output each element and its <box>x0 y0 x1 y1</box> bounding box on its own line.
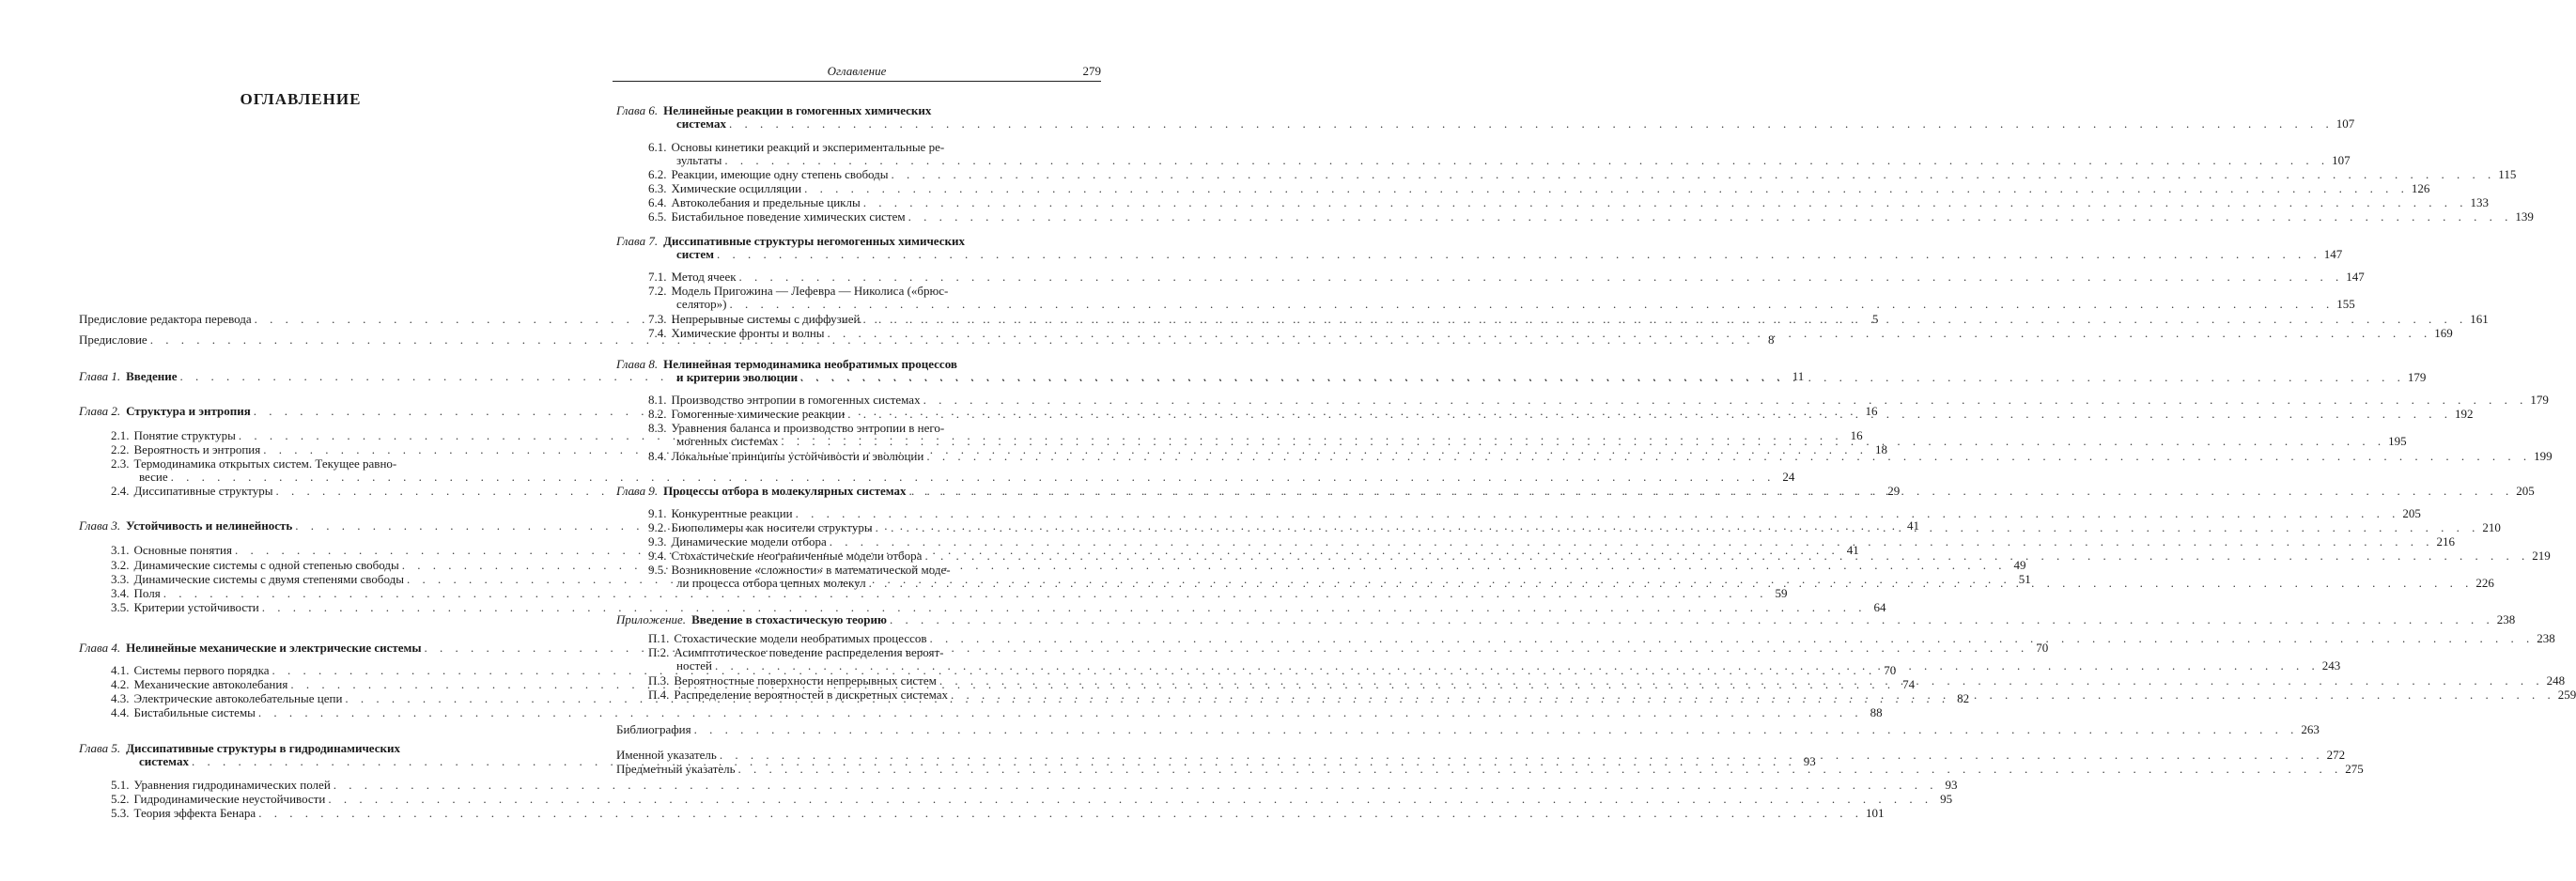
section-number: 6.5. <box>648 209 667 224</box>
toc-page-number: 238 <box>2496 612 2516 626</box>
section-title: Стохастические неограниченные модели отбора <box>671 549 923 563</box>
section-number: 4.1. <box>111 663 130 677</box>
section-title: Понятие структуры <box>133 428 236 442</box>
toc-chapter-entry <box>616 234 2343 261</box>
toc-page-number: 93 <box>1803 754 1816 768</box>
page-number: 279 <box>1082 64 1101 78</box>
section-number: 3.1. <box>111 543 130 557</box>
entry-title: Именной указатель <box>616 748 717 762</box>
section-title-cont: зультаты <box>676 153 722 167</box>
section-number: 3.5. <box>111 600 130 614</box>
section-title: Системы первого порядка <box>133 663 270 677</box>
toc-page-number: 199 <box>2534 449 2553 463</box>
toc-back-entry <box>616 722 2320 736</box>
chapter-title: Структура и энтропия <box>126 404 251 418</box>
section-title: Автоколебания и предельные циклы <box>671 195 861 209</box>
chapter-title: Диссипативные структуры негомогенных химических <box>663 234 965 248</box>
section-title: Химические осцилляции <box>671 181 802 195</box>
toc-section-entry <box>111 600 1886 614</box>
toc-page-number: 70 <box>1884 663 1897 677</box>
chapter-title: Устойчивость и нелинейность <box>126 518 293 533</box>
toc-page-number: 82 <box>1957 691 1970 705</box>
chapter-label: Глава 6. <box>616 103 659 117</box>
toc-page-number: 5 <box>1871 312 1879 326</box>
chapter-label: Глава 7. <box>616 234 659 248</box>
toc-page-number: 169 <box>2434 326 2453 340</box>
toc-page-number: 8 <box>1767 332 1775 347</box>
section-title: Бистабильные системы <box>133 705 256 719</box>
toc-page-number: 74 <box>1902 677 1916 691</box>
section-number: 7.4. <box>648 326 667 340</box>
section-number: 8.1. <box>648 393 667 407</box>
toc-page-number: 259 <box>2557 688 2576 702</box>
toc-page-number: 93 <box>1945 778 1958 792</box>
chapter-label: Глава 5. <box>79 741 121 755</box>
toc-section-entry <box>648 140 2351 167</box>
section-number: 5.1. <box>111 778 130 792</box>
toc-section-entry <box>648 195 2489 209</box>
section-title: Модель Пригожина — Лефевра — Николиса («брюс- <box>671 284 949 298</box>
toc-page-number: 147 <box>2323 247 2343 261</box>
running-header <box>613 62 1101 82</box>
toc-page-number: 115 <box>2498 167 2517 181</box>
toc-chapter-entry <box>616 612 2516 626</box>
section-number: 9.1. <box>648 506 667 520</box>
toc-page-number: 70 <box>2036 641 2049 655</box>
chapter-label: Глава 3. <box>79 518 121 533</box>
section-title: Основные понятия <box>133 543 232 557</box>
entry-title: Предметный указатель <box>616 762 736 776</box>
section-number: 4.4. <box>111 705 130 719</box>
toc-page-number: 41 <box>1846 543 1859 557</box>
section-number: 9.2. <box>648 520 667 534</box>
chapter-title: Нелинейные реакции в гомогенных химических <box>663 103 932 117</box>
section-number: 3.4. <box>111 586 130 600</box>
section-number: 4.2. <box>111 677 130 691</box>
section-number: 4.3. <box>111 691 130 705</box>
page-title: ОГЛАВЛЕНИЕ <box>240 90 362 108</box>
chapter-title-cont: и критерии эволюции <box>676 370 799 384</box>
toc-page-number: 16 <box>1865 404 1878 418</box>
entry-title: Предисловие <box>79 332 147 347</box>
section-number: 8.4. <box>648 449 667 463</box>
toc-section-entry <box>648 326 2453 340</box>
section-number: 5.3. <box>111 806 130 820</box>
section-title: Диссипативные структуры <box>133 484 273 498</box>
section-number: 7.3. <box>648 312 667 326</box>
section-number: 8.3. <box>648 421 667 435</box>
section-number: 3.3. <box>111 572 130 586</box>
toc-section-entry <box>648 506 2421 520</box>
toc-section-entry <box>648 312 2489 326</box>
section-title: Вероятностные поверхности непрерывных систем <box>674 673 937 688</box>
section-number: 7.2. <box>648 284 667 298</box>
toc-section-entry <box>648 167 2517 181</box>
toc-page-number: 51 <box>2018 572 2031 586</box>
section-title-cont: могенных системах <box>676 434 779 448</box>
toc-section-entry <box>648 209 2534 224</box>
section-number: 3.2. <box>111 558 130 572</box>
chapter-title: Процессы отбора в молекулярных системах <box>663 484 907 498</box>
section-number: 9.5. <box>648 563 667 577</box>
section-title-cont: ли процесса отбора цепных молекул <box>676 576 866 590</box>
toc-page-number: 238 <box>2537 631 2555 645</box>
toc-page-number: 272 <box>2326 748 2346 762</box>
toc-page-number: 205 <box>2516 484 2535 498</box>
section-number: П.4. <box>648 688 670 702</box>
section-title: Возникновение «сложности» в математической моде- <box>671 563 951 577</box>
chapter-label: Глава 9. <box>616 484 659 498</box>
running-title: Оглавление <box>827 64 887 78</box>
toc-page-number: 161 <box>2470 312 2489 326</box>
toc-page-number: 95 <box>1940 792 1953 806</box>
toc-page-number: 107 <box>2335 116 2355 131</box>
toc-section-entry <box>648 534 2456 549</box>
toc-chapter-entry <box>616 103 2355 131</box>
toc-page-number: 219 <box>2532 549 2551 563</box>
section-title: Динамические системы с двумя степенями свободы <box>133 572 404 586</box>
toc-page-number: 263 <box>2301 722 2320 736</box>
toc-back-entry <box>616 762 2364 776</box>
chapter-label: Глава 1. <box>79 369 121 383</box>
toc-page-number: 179 <box>2530 393 2549 407</box>
toc-page-number: 64 <box>1873 600 1886 614</box>
section-number: 8.2. <box>648 407 667 421</box>
section-number: 7.1. <box>648 270 667 284</box>
toc-section-entry <box>648 631 2555 645</box>
toc-page-number: 88 <box>1870 705 1883 719</box>
chapter-label: Глава 4. <box>79 641 121 655</box>
section-number: 6.4. <box>648 195 667 209</box>
chapter-title: Нелинейные механические и электрические системы <box>126 641 422 655</box>
section-number: 9.4. <box>648 549 667 563</box>
section-title: Вероятность и энтропия <box>133 442 261 456</box>
section-number: П.2. <box>648 645 670 659</box>
section-title: Распределение вероятностей в дискретных системах <box>674 688 949 702</box>
section-number: 6.1. <box>648 140 667 154</box>
toc-page-number: 205 <box>2402 506 2421 520</box>
toc-section-entry <box>111 705 1883 719</box>
section-title: Метод ячеек <box>671 270 737 284</box>
section-title: Локальные принципы устойчивости и эволюции <box>671 449 924 463</box>
section-number: 5.2. <box>111 792 130 806</box>
toc-page-number: 243 <box>2321 658 2341 672</box>
toc-page-number: 226 <box>2475 576 2494 590</box>
section-title: Биополимеры как носители структуры <box>671 520 873 534</box>
chapter-label: Глава 2. <box>79 404 121 418</box>
chapter-title-cont: системах <box>139 754 189 768</box>
section-title: Конкурентные реакции <box>671 506 793 520</box>
toc-page-number: 107 <box>2332 153 2351 167</box>
chapter-title-cont: системах <box>676 116 726 131</box>
section-number: 6.2. <box>648 167 667 181</box>
chapter-label: Глава 8. <box>616 357 659 371</box>
chapter-title-cont: систем <box>676 247 715 261</box>
toc-page-number: 16 <box>1850 428 1863 442</box>
toc-page-number: 179 <box>2407 370 2427 384</box>
toc-page-number: 18 <box>1875 442 1887 456</box>
section-title-cont: весие <box>139 470 168 484</box>
chapter-title: Диссипативные структуры в гидродинамических <box>126 741 400 755</box>
section-number: 9.3. <box>648 534 667 549</box>
toc-section-entry <box>648 181 2430 195</box>
section-title-cont: селятор») <box>676 297 727 311</box>
toc-page-number: 248 <box>2546 673 2566 688</box>
toc-page-number: 275 <box>2345 762 2364 776</box>
toc-section-entry <box>111 778 1958 792</box>
toc-section-entry <box>111 792 1953 806</box>
section-title: Реакции, имеющие одну степень свободы <box>671 167 889 181</box>
section-title: Асимптотическое поведение распределения вероят- <box>674 645 944 659</box>
section-title: Гидродинамические неустойчивости <box>133 792 326 806</box>
section-number: 6.3. <box>648 181 667 195</box>
entry-title: Библиография <box>616 722 691 736</box>
section-title: Критерии устойчивости <box>133 600 259 614</box>
toc-page-number: 24 <box>1782 470 1795 484</box>
section-title: Динамические модели отбора <box>671 534 827 549</box>
section-title: Динамические системы с одной степенью свободы <box>133 558 399 572</box>
toc-page-number: 133 <box>2470 195 2489 209</box>
toc-page-number: 210 <box>2482 520 2501 534</box>
section-title: Химические фронты и волны <box>671 326 825 340</box>
section-title: Непрерывные системы с диффузией <box>671 312 861 326</box>
toc-section-entry <box>111 586 1788 600</box>
toc-section-entry <box>648 393 2549 407</box>
section-title: Гомогенные химические реакции <box>671 407 846 421</box>
chapter-title: Введение <box>126 369 178 383</box>
section-title: Уравнения баланса и производство энтропии в него- <box>671 421 945 435</box>
section-number: П.1. <box>648 631 670 645</box>
toc-page-number: 147 <box>2346 270 2365 284</box>
section-title: Бистабильное поведение химических систем <box>671 209 906 224</box>
toc-page-number: 11 <box>1792 369 1805 383</box>
toc-page-number: 216 <box>2436 534 2456 549</box>
section-number: 2.3. <box>111 456 130 471</box>
toc-page-number: 41 <box>1907 518 1920 533</box>
section-title: Электрические автоколебательные цепи <box>133 691 343 705</box>
chapter-title: Введение в стохастическую теорию <box>691 612 887 626</box>
section-title: Термодинамика открытых систем. Текущее равно- <box>133 456 397 471</box>
section-number: 2.4. <box>111 484 130 498</box>
section-title: Производство энтропии в гомогенных системах <box>671 393 921 407</box>
toc-page-number: 101 <box>1865 806 1885 820</box>
toc-page-number: 59 <box>1775 586 1788 600</box>
section-title: Теория эффекта Бенара <box>133 806 256 820</box>
toc-section-entry <box>111 806 1885 820</box>
section-title: Поля <box>133 586 161 600</box>
toc-page-number: 49 <box>2013 558 2026 572</box>
toc-section-entry <box>648 270 2365 284</box>
entry-title: Предисловие редактора перевода <box>79 312 252 326</box>
section-number: 2.1. <box>111 428 130 442</box>
toc-page-number: 195 <box>2388 434 2407 448</box>
section-number: П.3. <box>648 673 670 688</box>
section-title: Механические автоколебания <box>133 677 288 691</box>
toc-page-number: 126 <box>2411 181 2430 195</box>
section-title: Стохастические модели необратимых процессов <box>674 631 927 645</box>
chapter-title: Нелинейная термодинамика необратимых процессов <box>663 357 957 371</box>
section-number: 2.2. <box>111 442 130 456</box>
toc-page-number: 139 <box>2515 209 2534 224</box>
toc-section-entry <box>648 284 2355 311</box>
section-title-cont: ностей <box>676 658 712 672</box>
chapter-label: Приложение. <box>616 612 687 626</box>
section-title: Уравнения гидродинамических полей <box>133 778 331 792</box>
toc-page-number: 192 <box>2454 407 2474 421</box>
toc-page-number: 29 <box>1887 484 1901 498</box>
section-title: Основы кинетики реакций и экспериментальные ре- <box>671 140 945 154</box>
toc-page-number: 155 <box>2336 297 2355 311</box>
